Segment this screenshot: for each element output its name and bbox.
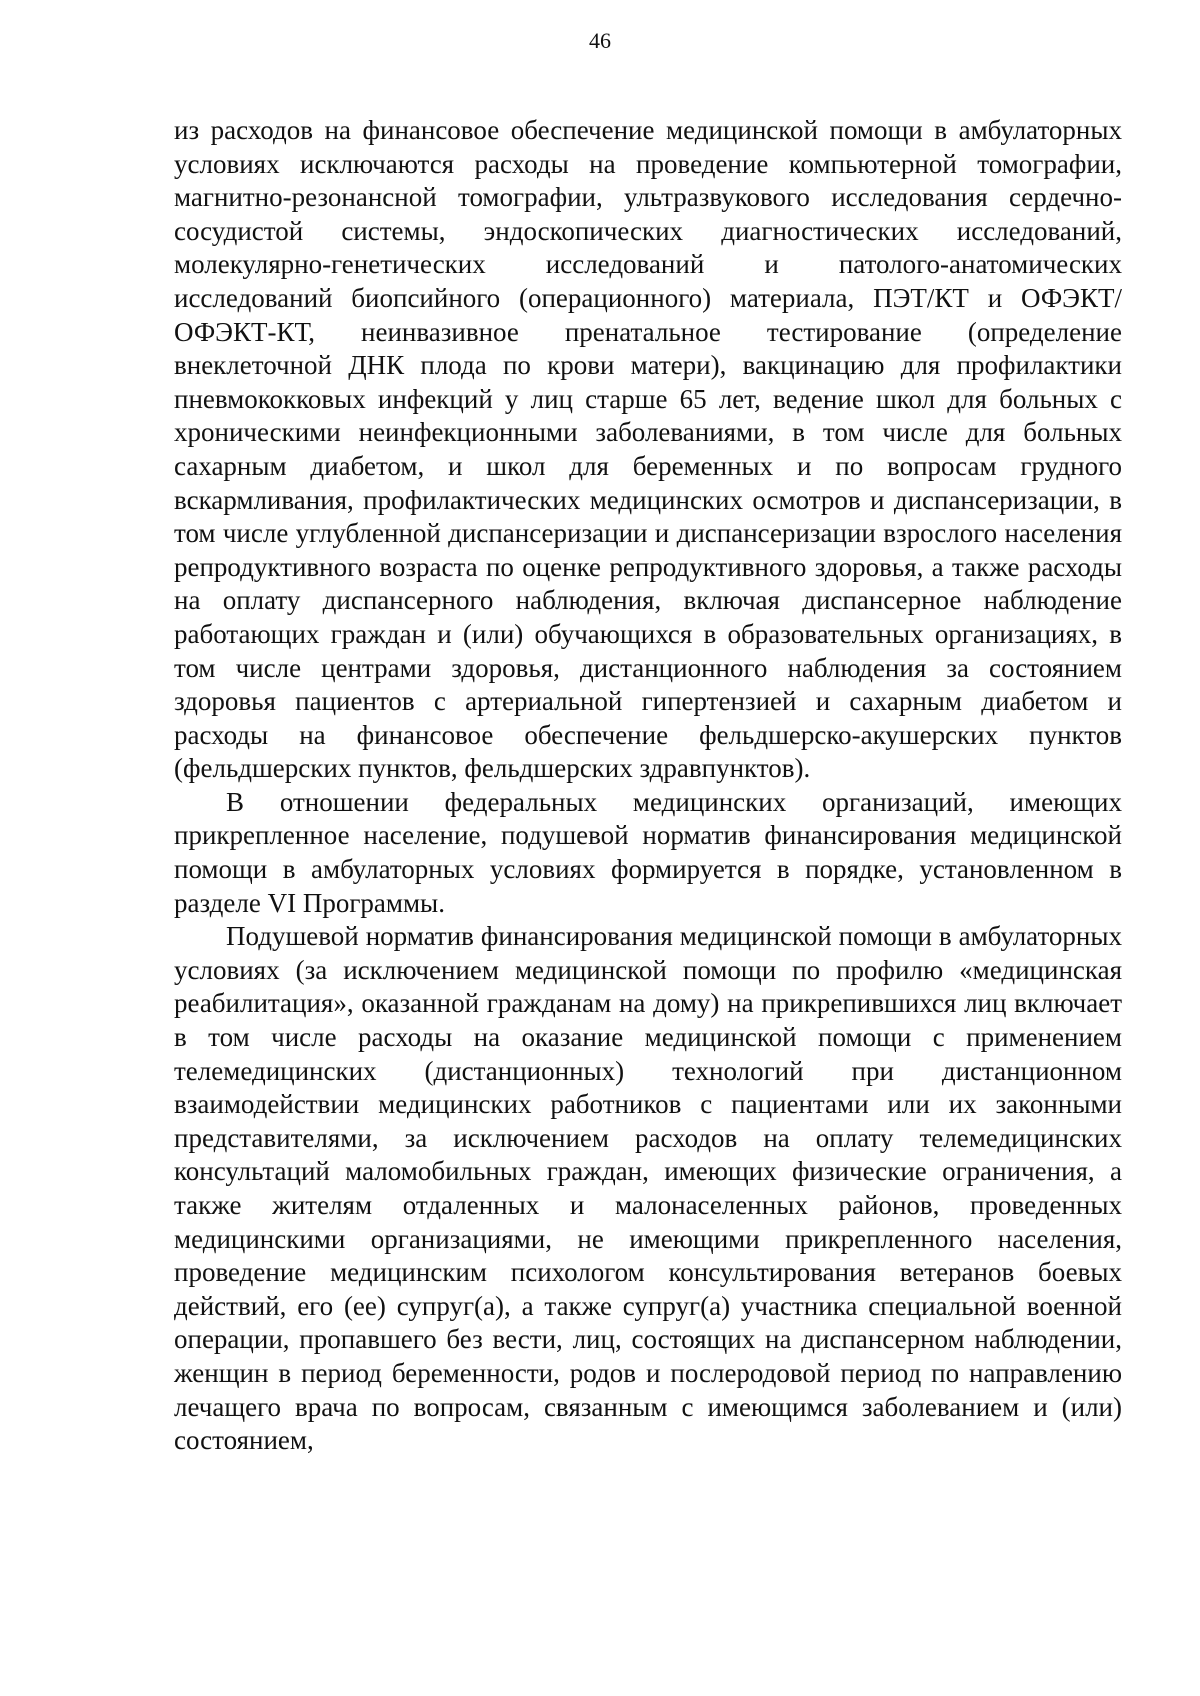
paragraph-continued: из расходов на финансовое обеспечение медицинской помощи в амбулаторных условиях исключаются расходы на проведение компьютерной томографии, магнитно-резонансной томографии, ультразвукового исследования сердечно-сосудистой системы, эндоскопических диагностических исследований, молекулярно-генетических исследований и патолого-анатомических исследований биопсийного (операционного) материала, ПЭТ/КТ и ОФЭКТ/ОФЭКТ-КТ, неинвазивное пренатальное тестирование (определение внеклеточной ДНК плода по крови матери), вакцинацию для профилактики пневмококковых инфекций у лиц старше 65 лет, ведение школ для больных с хроническими неинфекционными заболеваниями, в том числе для больных сахарным диабетом, и школ для беременных и по вопросам грудного вскармливания, профилактических медицинских осмотров и диспансеризации, в том числе углубленной диспансеризации и диспансеризации взрослого населения репродуктивного возраста по оценке репродуктивного здоровья, а также расходы на оплату диспансерного наблюдения, включая диспансерное наблюдение работающих граждан и (или) обучающихся в образовательных организациях, в том числе центрами здоровья, дистанционного наблюдения за состоянием здоровья пациентов с артериальной гипертензией и сахарным диабетом и расходы на финансовое обеспечение фельдшерско-акушерских пунктов (фельдшерских пунктов, фельдшерских здравпунктов). <box>174 115 1122 784</box>
paragraph-per-capita-standard: Подушевой норматив финансирования медицинской помощи в амбулаторных условиях (за исключением медицинской помощи по профилю «медицинская реабилитация», оказанной гражданам на дому) на прикрепившихся лиц включает в том числе расходы на оказание медицинской помощи с применением телемедицинских (дистанционных) технологий при дистанционном взаимодействии медицинских работников с пациентами или их законными представителями, за исключением расходов на оплату телемедицинских консультаций маломобильных граждан, имеющих физические ограничения, а также жителям отдаленных и малонаселенных районов, проведенных медицинскими организациями, не имеющими прикрепленного населения, проведение медицинским психологом консультирования ветеранов боевых действий, его (ее) супруг(а), а также супруг(а) участника специальной военной операции, пропавшего без вести, лиц, состоящих на диспансерном наблюдении, женщин в период беременности, родов и послеродовой период по направлению лечащего врача по вопросам, связанным с имеющимся заболеванием и (или) состоянием, <box>174 921 1122 1456</box>
body-text <box>174 114 1122 1458</box>
paragraph-federal-organizations: В отношении федеральных медицинских организаций, имеющих прикрепленное население, подушевой норматив финансирования медицинской помощи в амбулаторных условиях формируется в порядке, установленном в разделе VI Программы. <box>174 786 1122 918</box>
page-number: 46 <box>589 28 611 53</box>
